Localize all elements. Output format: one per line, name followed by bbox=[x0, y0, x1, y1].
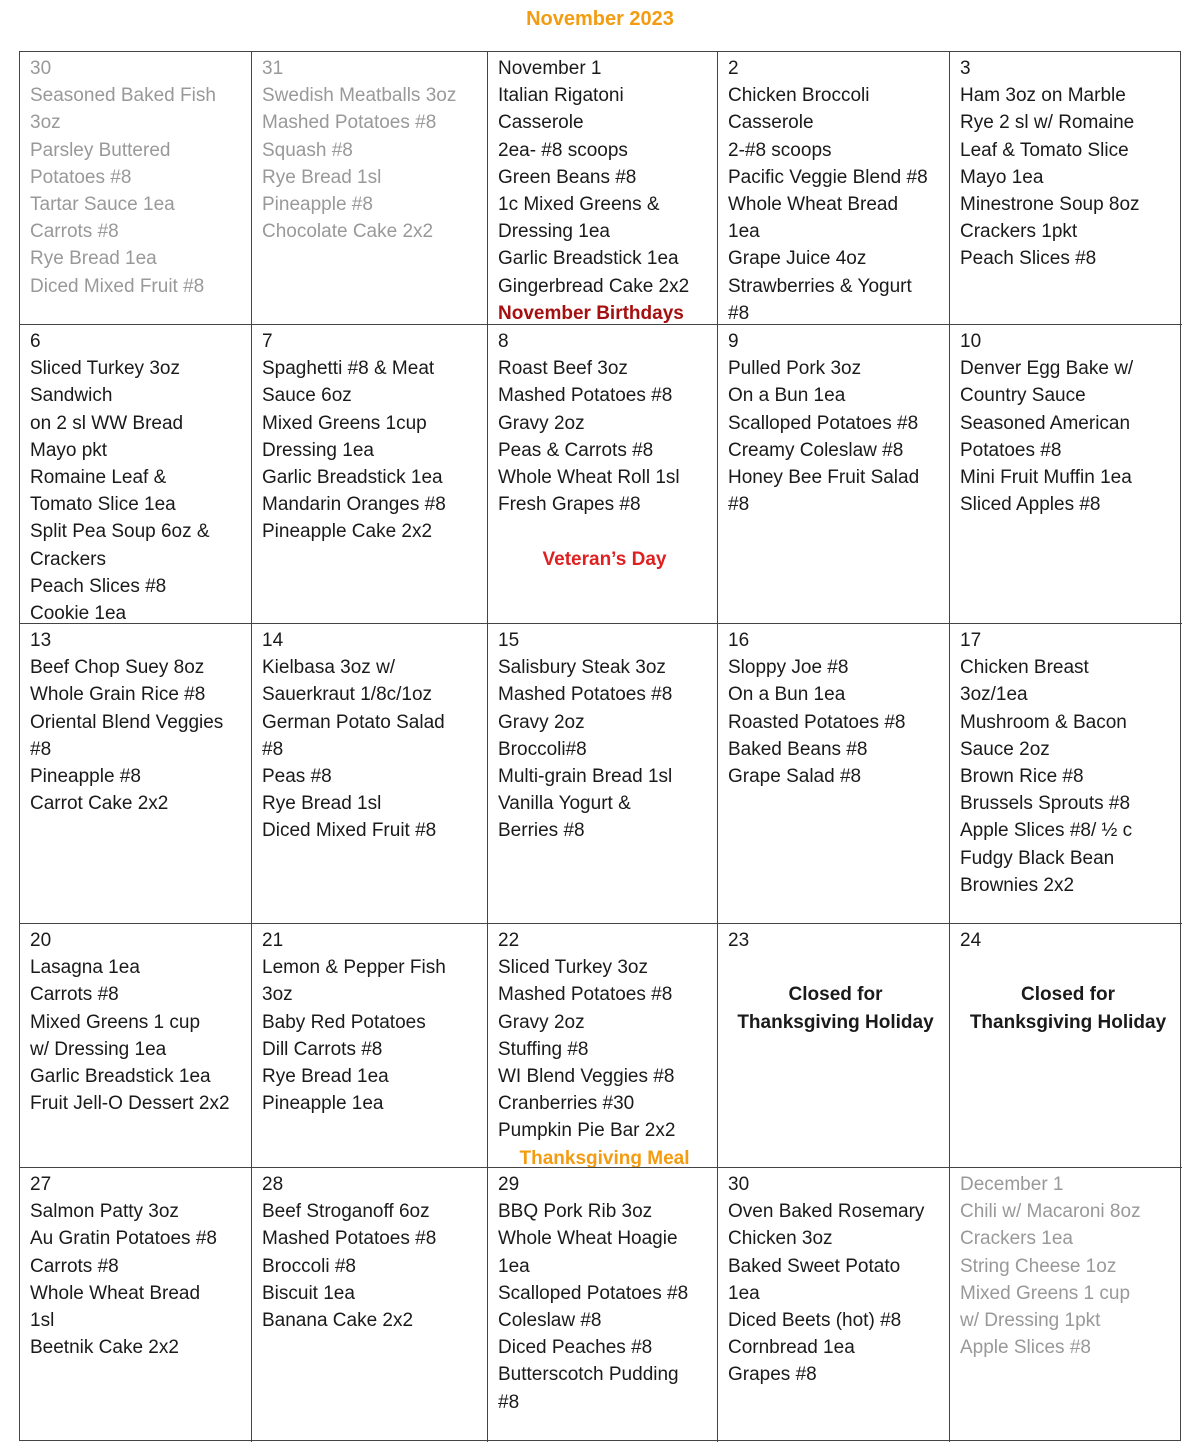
closed-notice-line: Thanksgiving Holiday bbox=[737, 1011, 934, 1033]
menu-item: Roasted Potatoes #8 bbox=[728, 711, 906, 733]
menu-item: Mashed Potatoes #8 bbox=[498, 684, 673, 706]
menu-item: Diced Mixed Fruit #8 bbox=[30, 275, 205, 297]
closed-notice bbox=[960, 981, 1176, 1035]
menu-item: Oven Baked Rosemary bbox=[728, 1201, 925, 1223]
menu-item: Gravy 2oz bbox=[498, 711, 585, 733]
day-cell bbox=[950, 52, 1182, 325]
day-date: 14 bbox=[262, 630, 284, 651]
day-cell bbox=[488, 924, 718, 1168]
menu-item: Fresh Grapes #8 bbox=[498, 494, 641, 516]
menu-item: Carrots #8 bbox=[30, 984, 119, 1006]
menu-item: Beef Stroganoff 6oz bbox=[262, 1201, 430, 1223]
menu-item: Crackers bbox=[30, 548, 107, 570]
menu-item: Leaf & Tomato Slice bbox=[960, 139, 1129, 161]
menu-item: Lemon & Pepper Fish bbox=[262, 957, 446, 979]
day-cell bbox=[950, 1168, 1182, 1442]
day-date: 10 bbox=[960, 331, 982, 352]
day-cell bbox=[20, 924, 252, 1168]
menu-item: Whole Wheat Bread bbox=[728, 194, 899, 216]
menu-item: Dressing 1ea bbox=[498, 221, 610, 243]
menu-item: Multi-grain Bread 1sl bbox=[498, 766, 673, 788]
menu-item: Sauce 2oz bbox=[960, 738, 1050, 760]
closed-notice-line: Closed for bbox=[788, 984, 883, 1006]
menu-item: Diced Mixed Fruit #8 bbox=[262, 820, 437, 842]
menu-item: Pineapple Cake 2x2 bbox=[262, 521, 433, 543]
menu-item: Scalloped Potatoes #8 bbox=[728, 412, 919, 434]
menu-item: Carrots #8 bbox=[30, 1255, 119, 1277]
menu-item: Peach Slices #8 bbox=[960, 248, 1097, 270]
menu-item: Kielbasa 3oz w/ bbox=[262, 657, 396, 679]
menu-item: Minestrone Soup 8oz bbox=[960, 194, 1140, 216]
menu-item: 1ea bbox=[498, 1255, 530, 1277]
menu-calendar-grid bbox=[19, 51, 1181, 1441]
menu-item: Lasagna 1ea bbox=[30, 957, 140, 979]
day-cell bbox=[252, 924, 488, 1168]
menu-item: #8 bbox=[262, 738, 284, 760]
menu-item: Brussels Sprouts #8 bbox=[960, 793, 1131, 815]
day-date: 29 bbox=[498, 1174, 520, 1195]
menu-item: Sauerkraut 1/8c/1oz bbox=[262, 684, 433, 706]
menu-item: Baby Red Potatoes bbox=[262, 1011, 426, 1033]
menu-item: Broccoli#8 bbox=[498, 738, 587, 760]
menu-item: Rye Bread 1ea bbox=[30, 248, 157, 270]
day-date: 15 bbox=[498, 630, 520, 651]
menu-item: Fruit Jell-O Dessert 2x2 bbox=[30, 1093, 230, 1115]
menu-item: 3oz/1ea bbox=[960, 684, 1028, 706]
day-cell bbox=[950, 624, 1182, 924]
menu-item: Carrot Cake 2x2 bbox=[30, 793, 169, 815]
menu-item: Dill Carrots #8 bbox=[262, 1038, 383, 1060]
menu-item: Rye Bread 1ea bbox=[262, 1066, 389, 1088]
menu-item: Biscuit 1ea bbox=[262, 1282, 355, 1304]
menu-item: #8 bbox=[30, 738, 52, 760]
day-date: 9 bbox=[728, 331, 739, 352]
day-date: 16 bbox=[728, 630, 750, 651]
day-date: 6 bbox=[30, 331, 41, 352]
day-cell bbox=[20, 52, 252, 325]
menu-item: Casserole bbox=[728, 112, 814, 134]
menu-item: Gingerbread Cake 2x2 bbox=[498, 275, 690, 297]
day-date: 30 bbox=[30, 58, 52, 79]
menu-item: Whole Wheat Roll 1sl bbox=[498, 467, 680, 489]
day-cell bbox=[252, 52, 488, 325]
menu-item: Beef Chop Suey 8oz bbox=[30, 657, 205, 679]
menu-item: Mayo pkt bbox=[30, 439, 108, 461]
menu-item: Gravy 2oz bbox=[498, 1011, 585, 1033]
day-cell bbox=[718, 325, 950, 624]
menu-item: Garlic Breadstick 1ea bbox=[262, 467, 443, 489]
menu-item: 1c Mixed Greens & bbox=[498, 194, 660, 216]
menu-item: Roast Beef 3oz bbox=[498, 358, 628, 380]
menu-item: Diced Beets (hot) #8 bbox=[728, 1310, 902, 1332]
day-date: 3 bbox=[960, 58, 971, 79]
day-date: 8 bbox=[498, 331, 509, 352]
menu-item: Sauce 6oz bbox=[262, 385, 352, 407]
menu-item: Squash #8 bbox=[262, 139, 353, 161]
day-date: 13 bbox=[30, 630, 52, 651]
menu-item: Sliced Turkey 3oz bbox=[30, 358, 180, 380]
menu-item: Garlic Breadstick 1ea bbox=[498, 248, 679, 270]
menu-item: German Potato Salad bbox=[262, 711, 445, 733]
menu-item: Sloppy Joe #8 bbox=[728, 657, 849, 679]
menu-item: on 2 sl WW Bread bbox=[30, 412, 184, 434]
menu-item: Oriental Blend Veggies bbox=[30, 711, 224, 733]
menu-item: Mayo 1ea bbox=[960, 166, 1044, 188]
day-cell bbox=[718, 624, 950, 924]
menu-item: w/ Dressing 1pkt bbox=[960, 1310, 1101, 1332]
day-date: 24 bbox=[960, 930, 982, 951]
menu-item: 1sl bbox=[30, 1310, 55, 1332]
closed-notice bbox=[728, 981, 943, 1035]
menu-item: Garlic Breadstick 1ea bbox=[30, 1066, 211, 1088]
menu-item: Pineapple 1ea bbox=[262, 1093, 384, 1115]
day-cell bbox=[488, 1168, 718, 1442]
menu-item: On a Bun 1ea bbox=[728, 385, 846, 407]
menu-item: Mashed Potatoes #8 bbox=[498, 984, 673, 1006]
menu-item: Rye Bread 1sl bbox=[262, 166, 382, 188]
menu-item: Baked Sweet Potato bbox=[728, 1255, 901, 1277]
menu-item: Brown Rice #8 bbox=[960, 766, 1084, 788]
menu-item: #8 bbox=[728, 494, 750, 516]
special-note: Thanksgiving Meal bbox=[519, 1147, 690, 1168]
menu-item: Split Pea Soup 6oz & bbox=[30, 521, 210, 543]
menu-item: Tartar Sauce 1ea bbox=[30, 194, 175, 216]
day-date: 17 bbox=[960, 630, 982, 651]
day-cell bbox=[20, 1168, 252, 1442]
menu-item: Strawberries & Yogurt bbox=[728, 275, 912, 297]
menu-item: Baked Beans #8 bbox=[728, 738, 868, 760]
menu-item: Pulled Pork 3oz bbox=[728, 358, 862, 380]
day-cell bbox=[252, 624, 488, 924]
day-date: December 1 bbox=[960, 1174, 1064, 1195]
menu-item: Crackers 1pkt bbox=[960, 221, 1078, 243]
day-date: November 1 bbox=[498, 58, 602, 79]
menu-item: Peas & Carrots #8 bbox=[498, 439, 654, 461]
menu-item: Diced Peaches #8 bbox=[498, 1337, 653, 1359]
menu-item: Coleslaw #8 bbox=[498, 1310, 602, 1332]
menu-item: Swedish Meatballs 3oz bbox=[262, 85, 457, 107]
special-note: November Birthdays bbox=[498, 302, 684, 324]
menu-item: Mushroom & Bacon bbox=[960, 711, 1127, 733]
day-cell bbox=[20, 624, 252, 924]
menu-item: Mandarin Oranges #8 bbox=[262, 494, 446, 516]
menu-item: Whole Grain Rice #8 bbox=[30, 684, 206, 706]
day-date: 30 bbox=[728, 1174, 750, 1195]
menu-item: Spaghetti #8 & Meat bbox=[262, 358, 435, 380]
calendar-title: November 2023 bbox=[526, 8, 674, 30]
day-cell bbox=[488, 52, 718, 325]
menu-item: Chicken Broccoli bbox=[728, 85, 870, 107]
menu-item: On a Bun 1ea bbox=[728, 684, 846, 706]
menu-item: Pineapple #8 bbox=[30, 766, 141, 788]
menu-item: Banana Cake 2x2 bbox=[262, 1310, 414, 1332]
menu-item: Salisbury Steak 3oz bbox=[498, 657, 666, 679]
menu-item: Pumpkin Pie Bar 2x2 bbox=[498, 1120, 676, 1142]
day-date: 23 bbox=[728, 930, 750, 951]
menu-item: Sliced Apples #8 bbox=[960, 494, 1101, 516]
day-cell bbox=[488, 624, 718, 924]
day-cell bbox=[718, 924, 950, 1168]
special-note: Veteran’s Day bbox=[542, 548, 667, 570]
menu-item: Chili w/ Macaroni 8oz bbox=[960, 1201, 1141, 1223]
menu-item: Rye 2 sl w/ Romaine bbox=[960, 112, 1135, 134]
menu-item: Mashed Potatoes #8 bbox=[262, 112, 437, 134]
menu-item: Grape Salad #8 bbox=[728, 766, 862, 788]
day-date: 2 bbox=[728, 58, 739, 79]
menu-item: Denver Egg Bake w/ bbox=[960, 358, 1134, 380]
day-cell bbox=[252, 1168, 488, 1442]
menu-item: Italian Rigatoni bbox=[498, 85, 624, 107]
menu-item: Honey Bee Fruit Salad bbox=[728, 467, 920, 489]
menu-item: Apple Slices #8 bbox=[960, 1337, 1091, 1359]
menu-item: Whole Wheat Bread bbox=[30, 1282, 201, 1304]
menu-item: Vanilla Yogurt & bbox=[498, 793, 631, 815]
menu-item: String Cheese 1oz bbox=[960, 1255, 1117, 1277]
menu-item: Sandwich bbox=[30, 385, 113, 407]
menu-item: 1ea bbox=[728, 1282, 760, 1304]
menu-item: Pineapple #8 bbox=[262, 194, 373, 216]
menu-item: Broccoli #8 bbox=[262, 1255, 356, 1277]
day-cell bbox=[950, 325, 1182, 624]
menu-item: Grapes #8 bbox=[728, 1364, 817, 1386]
menu-item: Scalloped Potatoes #8 bbox=[498, 1282, 689, 1304]
menu-item: Cranberries #30 bbox=[498, 1093, 635, 1115]
day-date: 21 bbox=[262, 930, 284, 951]
menu-item: Creamy Coleslaw #8 bbox=[728, 439, 904, 461]
menu-item: Pacific Veggie Blend #8 bbox=[728, 166, 928, 188]
menu-item: Mixed Greens 1 cup bbox=[30, 1011, 201, 1033]
menu-item: Rye Bread 1sl bbox=[262, 793, 382, 815]
day-date: 27 bbox=[30, 1174, 52, 1195]
menu-item: Ham 3oz on Marble bbox=[960, 85, 1126, 107]
menu-item: 2-#8 scoops bbox=[728, 139, 832, 161]
day-date: 20 bbox=[30, 930, 52, 951]
menu-item: Potatoes #8 bbox=[960, 439, 1062, 461]
menu-item: Chicken 3oz bbox=[728, 1228, 833, 1250]
menu-item: Beetnik Cake 2x2 bbox=[30, 1337, 179, 1359]
menu-item: Country Sauce bbox=[960, 385, 1086, 407]
day-cell bbox=[488, 325, 718, 624]
day-cell bbox=[950, 924, 1182, 1168]
menu-item: BBQ Pork Rib 3oz bbox=[498, 1201, 653, 1223]
menu-item: Whole Wheat Hoagie bbox=[498, 1228, 678, 1250]
menu-item: Mixed Greens 1 cup bbox=[960, 1282, 1131, 1304]
menu-item: Cornbread 1ea bbox=[728, 1337, 855, 1359]
menu-item: Carrots #8 bbox=[30, 221, 119, 243]
menu-item: 1ea bbox=[728, 221, 760, 243]
day-date: 22 bbox=[498, 930, 520, 951]
menu-item: 3oz bbox=[30, 112, 61, 134]
menu-item: Parsley Buttered bbox=[30, 139, 171, 161]
menu-item: Seasoned Baked Fish bbox=[30, 85, 216, 107]
menu-item: Grape Juice 4oz bbox=[728, 248, 867, 270]
menu-item: Chocolate Cake 2x2 bbox=[262, 221, 434, 243]
closed-notice-line: Thanksgiving Holiday bbox=[969, 1011, 1167, 1033]
menu-item: 3oz bbox=[262, 984, 293, 1006]
day-cell bbox=[20, 325, 252, 624]
closed-notice-line: Closed for bbox=[1021, 984, 1115, 1006]
menu-item: Casserole bbox=[498, 112, 584, 134]
menu-item: Cookie 1ea bbox=[30, 603, 127, 624]
menu-item: Green Beans #8 bbox=[498, 166, 637, 188]
menu-item: Fudgy Black Bean bbox=[960, 847, 1115, 869]
menu-item: Apple Slices #8/ ½ c bbox=[960, 820, 1133, 842]
menu-item: Stuffing #8 bbox=[498, 1038, 589, 1060]
menu-item: Tomato Slice 1ea bbox=[30, 494, 176, 516]
menu-item: Mini Fruit Muffin 1ea bbox=[960, 467, 1132, 489]
menu-item: w/ Dressing 1ea bbox=[30, 1038, 167, 1060]
menu-item: Peach Slices #8 bbox=[30, 575, 167, 597]
menu-item: Berries #8 bbox=[498, 820, 585, 842]
menu-item: Brownies 2x2 bbox=[960, 874, 1075, 896]
day-date: 28 bbox=[262, 1174, 284, 1195]
menu-item: Crackers 1ea bbox=[960, 1228, 1073, 1250]
day-date: 7 bbox=[262, 331, 273, 352]
menu-item: Mashed Potatoes #8 bbox=[498, 385, 673, 407]
menu-item: Dressing 1ea bbox=[262, 439, 374, 461]
menu-item: #8 bbox=[728, 302, 750, 324]
menu-item: Mixed Greens 1cup bbox=[262, 412, 427, 434]
menu-item: Sliced Turkey 3oz bbox=[498, 957, 648, 979]
day-date: 31 bbox=[262, 58, 284, 79]
day-cell bbox=[718, 52, 950, 325]
menu-item: Au Gratin Potatoes #8 bbox=[30, 1228, 217, 1250]
day-cell bbox=[718, 1168, 950, 1442]
menu-item: Gravy 2oz bbox=[498, 412, 585, 434]
menu-item: Salmon Patty 3oz bbox=[30, 1201, 179, 1223]
menu-item: WI Blend Veggies #8 bbox=[498, 1066, 675, 1088]
day-cell bbox=[252, 325, 488, 624]
menu-item: Peas #8 bbox=[262, 766, 332, 788]
menu-item: Chicken Breast bbox=[960, 657, 1089, 679]
menu-item: Potatoes #8 bbox=[30, 166, 132, 188]
menu-item: 2ea- #8 scoops bbox=[498, 139, 628, 161]
menu-item: Seasoned American bbox=[960, 412, 1131, 434]
menu-item: #8 bbox=[498, 1391, 520, 1413]
menu-item: Butterscotch Pudding bbox=[498, 1364, 679, 1386]
menu-item: Romaine Leaf & bbox=[30, 467, 167, 489]
menu-item: Mashed Potatoes #8 bbox=[262, 1228, 437, 1250]
